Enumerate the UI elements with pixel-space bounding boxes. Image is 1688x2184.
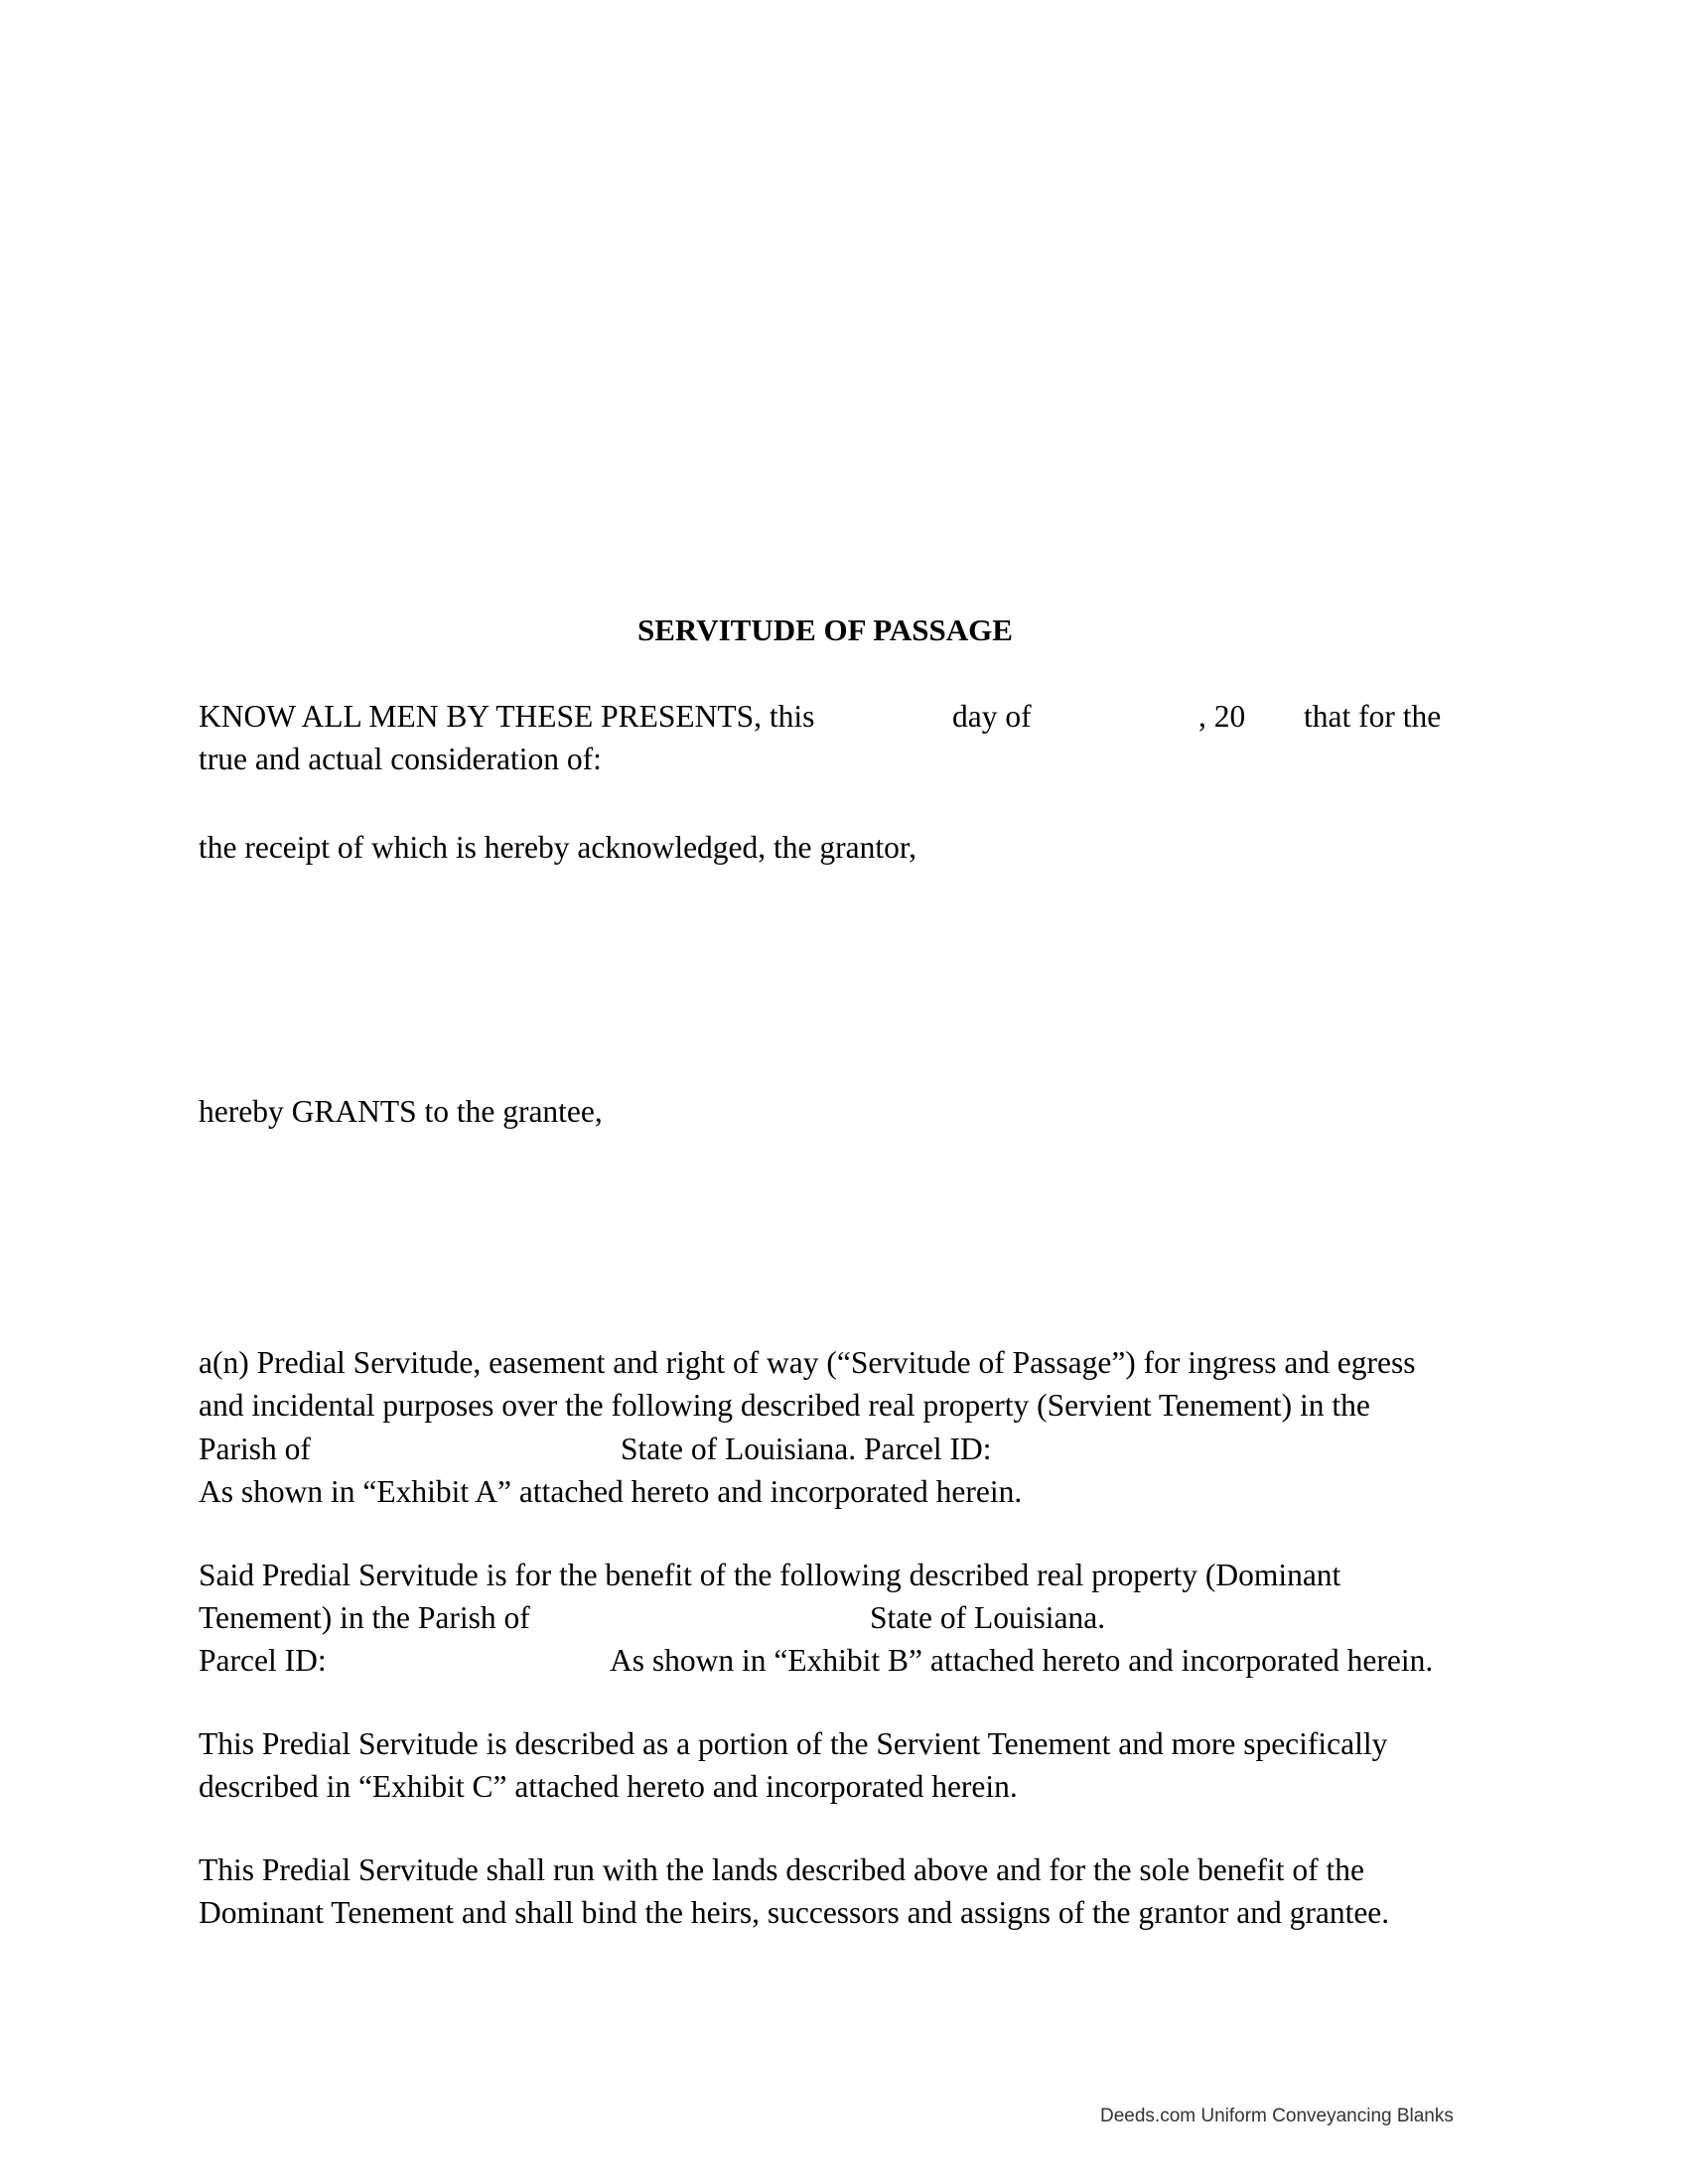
servient-state-parcel: State of Louisiana. Parcel ID:: [621, 1432, 992, 1466]
servient-parish-label: Parish of: [199, 1432, 311, 1466]
intro-that-for-the: that for the: [1304, 699, 1442, 734]
receipt-line: the receipt of which is hereby acknowledged, the grantor,: [199, 830, 916, 865]
intro-consideration: true and actual consideration of:: [199, 742, 602, 776]
run-with-land-line-2: Dominant Tenement and shall bind the heirs, successors and assigns of the grantor and grantee.: [199, 1895, 1390, 1930]
intro-day-of: day of: [952, 699, 1032, 734]
dominant-exhibit-b: As shown in “Exhibit B” attached hereto and incorporated herein.: [610, 1643, 1434, 1678]
dominant-parish-label: Tenement) in the Parish of: [199, 1600, 530, 1635]
grants-line: hereby GRANTS to the grantee,: [199, 1094, 603, 1129]
intro-year-prefix: , 20: [1198, 699, 1246, 734]
description-line-1: This Predial Servitude is described as a portion of the Servient Tenement and more specifically: [199, 1726, 1388, 1761]
run-with-land-line-1: This Predial Servitude shall run with the lands described above and for the sole benefit of the: [199, 1852, 1364, 1887]
dominant-line-1: Said Predial Servitude is for the benefit of the following described real property (Dominant: [199, 1558, 1341, 1592]
servient-line-2: and incidental purposes over the following described real property (Servient Tenement) in the: [199, 1388, 1370, 1423]
dominant-parcel-label: Parcel ID:: [199, 1643, 327, 1678]
document-title: SERVITUDE OF PASSAGE: [637, 613, 1013, 647]
footer-note: Deeds.com Uniform Conveyancing Blanks: [1100, 2106, 1454, 2126]
description-line-2: described in “Exhibit C” attached hereto and incorporated herein.: [199, 1769, 1018, 1804]
dominant-state: State of Louisiana.: [870, 1600, 1106, 1635]
servient-line-1: a(n) Predial Servitude, easement and right of way (“Servitude of Passage”) for ingress and egress: [199, 1345, 1416, 1380]
intro-know-all-men: KNOW ALL MEN BY THESE PRESENTS, this: [199, 699, 815, 734]
servient-exhibit-a: As shown in “Exhibit A” attached hereto and incorporated herein.: [199, 1474, 1023, 1509]
